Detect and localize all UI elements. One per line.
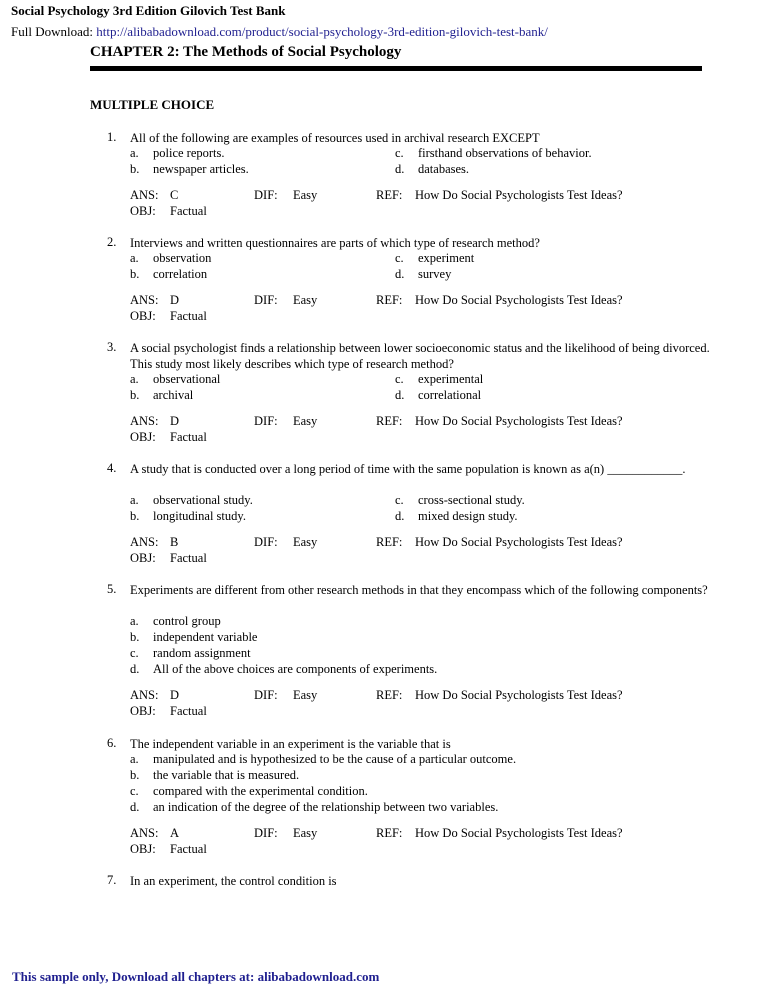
- footer-notice[interactable]: This sample only, Download all chapters at: alibabadownload.com: [12, 969, 380, 984]
- question-text: All of the following are examples of resources used in archival research EXCEPT: [130, 131, 540, 145]
- download-link[interactable]: http://alibabadownload.com/product/social-psychology-3rd-edition-gilovich-test-bank/: [96, 24, 548, 39]
- difficulty-value: Easy: [293, 188, 318, 202]
- objective-value: Factual: [170, 309, 207, 323]
- question-text: In an experiment, the control condition is: [130, 874, 337, 888]
- download-line: [11, 24, 548, 40]
- question-number: 3.: [107, 340, 117, 354]
- objective-line: OBJ: Factual: [130, 309, 207, 323]
- question-number: 2.: [107, 235, 117, 249]
- answer-line: ANS: B DIF: Easy REF: How Do Social Psychologists Test Ideas?: [130, 535, 623, 549]
- question-number: 5.: [107, 582, 117, 596]
- question-text: Experiments are different from other research methods in that they encompass which of the following components?: [130, 583, 708, 597]
- reference-value: How Do Social Psychologists Test Ideas?: [415, 293, 623, 307]
- difficulty-value: Easy: [293, 826, 318, 840]
- reference-value: How Do Social Psychologists Test Ideas?: [415, 826, 623, 840]
- objective-line: OBJ: Factual: [130, 842, 207, 856]
- question-text: A social psychologist finds a relationship between lower socioeconomic status and the likelihood of being divorced. This study most likely describes which type of research method?: [130, 341, 710, 371]
- answer-value: D: [170, 414, 180, 428]
- reference-value: How Do Social Psychologists Test Ideas?: [415, 414, 623, 428]
- objective-value: Factual: [170, 204, 207, 218]
- objective-value: Factual: [170, 430, 207, 444]
- question-number: 4.: [107, 461, 117, 475]
- objective-line: OBJ: Factual: [130, 704, 207, 718]
- objective-line: OBJ: Factual: [130, 430, 207, 444]
- difficulty-value: Easy: [293, 414, 318, 428]
- difficulty-value: Easy: [293, 293, 318, 307]
- answer-line: ANS: A DIF: Easy REF: How Do Social Psychologists Test Ideas?: [130, 826, 623, 840]
- objective-value: Factual: [170, 842, 207, 856]
- question-text: Interviews and written questionnaires are parts of which type of research method?: [130, 236, 540, 250]
- reference-value: How Do Social Psychologists Test Ideas?: [415, 188, 623, 202]
- download-label: Full Download:: [11, 24, 97, 39]
- question-number: 7.: [107, 873, 117, 887]
- document-title: Social Psychology 3rd Edition Gilovich Test Bank: [11, 3, 286, 18]
- reference-value: How Do Social Psychologists Test Ideas?: [415, 688, 623, 702]
- chapter-rule: [90, 66, 702, 71]
- answer-line: ANS: D DIF: Easy REF: How Do Social Psychologists Test Ideas?: [130, 414, 623, 428]
- chapter-heading: CHAPTER 2: The Methods of Social Psychology: [90, 44, 402, 60]
- question-number: 6.: [107, 736, 117, 750]
- answer-value: B: [170, 535, 179, 549]
- reference-value: How Do Social Psychologists Test Ideas?: [415, 535, 623, 549]
- objective-value: Factual: [170, 704, 207, 718]
- question-number: 1.: [107, 130, 117, 144]
- question-text: A study that is conducted over a long period of time with the same population is known as a(n) ____________.: [130, 462, 686, 476]
- answer-value: D: [170, 688, 180, 702]
- answer-line: ANS: D DIF: Easy REF: How Do Social Psychologists Test Ideas?: [130, 293, 623, 307]
- objective-line: OBJ: Factual: [130, 204, 207, 218]
- section-heading: MULTIPLE CHOICE: [90, 97, 215, 112]
- difficulty-value: Easy: [293, 688, 318, 702]
- answer-value: A: [170, 826, 180, 840]
- objective-line: OBJ: Factual: [130, 551, 207, 565]
- answer-line: ANS: D DIF: Easy REF: How Do Social Psychologists Test Ideas?: [130, 688, 623, 702]
- answer-value: D: [170, 293, 180, 307]
- question-text: The independent variable in an experiment is the variable that is: [130, 737, 451, 751]
- objective-value: Factual: [170, 551, 207, 565]
- answer-line: ANS: C DIF: Easy REF: How Do Social Psychologists Test Ideas?: [130, 188, 623, 202]
- answer-value: C: [170, 188, 179, 202]
- difficulty-value: Easy: [293, 535, 318, 549]
